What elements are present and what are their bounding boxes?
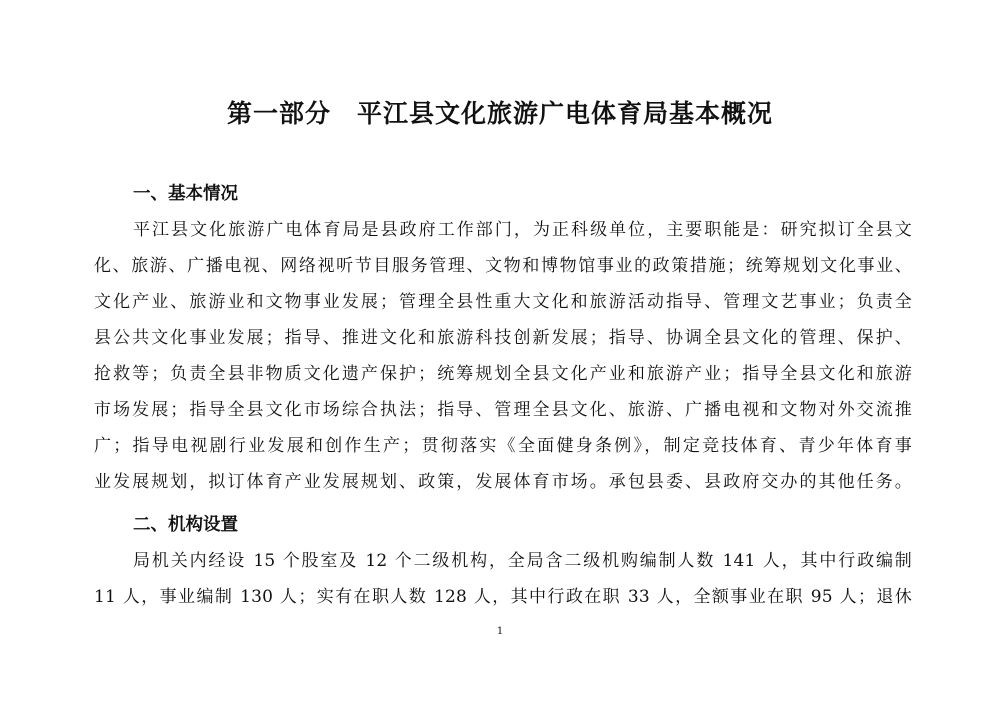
paragraph-line: 化、旅游、广播电视、网络视听节目服务管理、文物和博物馆事业的政策措施；统筹规划文化事业、: [94, 256, 912, 276]
page-number: 1: [496, 626, 504, 637]
paragraph-line: 文化产业、旅游业和文物事业发展；管理全县性重大文化和旅游活动指导、管理文艺事业；负责全: [94, 292, 912, 312]
section-heading-basic-info: 一、基本情况: [133, 184, 238, 204]
paragraph-line: 11 人，事业编制 130 人；实有在职人数 128 人，其中行政在职 33 人，全额事业在职 95 人；退休: [94, 587, 912, 607]
paragraph-line: 市场发展；指导全县文化市场综合执法；指导、管理全县文化、旅游、广播电视和文物对外交流推: [94, 400, 912, 420]
section-heading-org-setup: 二、机构设置: [133, 515, 238, 535]
paragraph-line: 局机关内经设 15 个股室及 12 个二级机构，全局含二级机购编制人数 141 人，其中行政编制: [133, 551, 912, 571]
document-title: 第一部分 平江县文化旅游广电体育局基本概况: [226, 99, 773, 128]
paragraph-line: 业发展规划，拟订体育产业发展规划、政策，发展体育市场。承包县委、县政府交办的其他任务。: [94, 472, 912, 492]
paragraph-line: 平江县文化旅游广电体育局是县政府工作部门，为正科级单位，主要职能是：研究拟订全县文: [133, 220, 912, 240]
paragraph-line: 县公共文化事业发展；指导、推进文化和旅游科技创新发展；指导、协调全县文化的管理、保护、: [94, 328, 912, 348]
paragraph-line: 抢救等；负责全县非物质文化遗产保护；统筹规划全县文化产业和旅游产业；指导全县文化和旅游: [94, 364, 912, 384]
paragraph-line: 广；指导电视剧行业发展和创作生产；贯彻落实《全面健身条例》，制定竞技体育、青少年体育事: [94, 436, 912, 456]
